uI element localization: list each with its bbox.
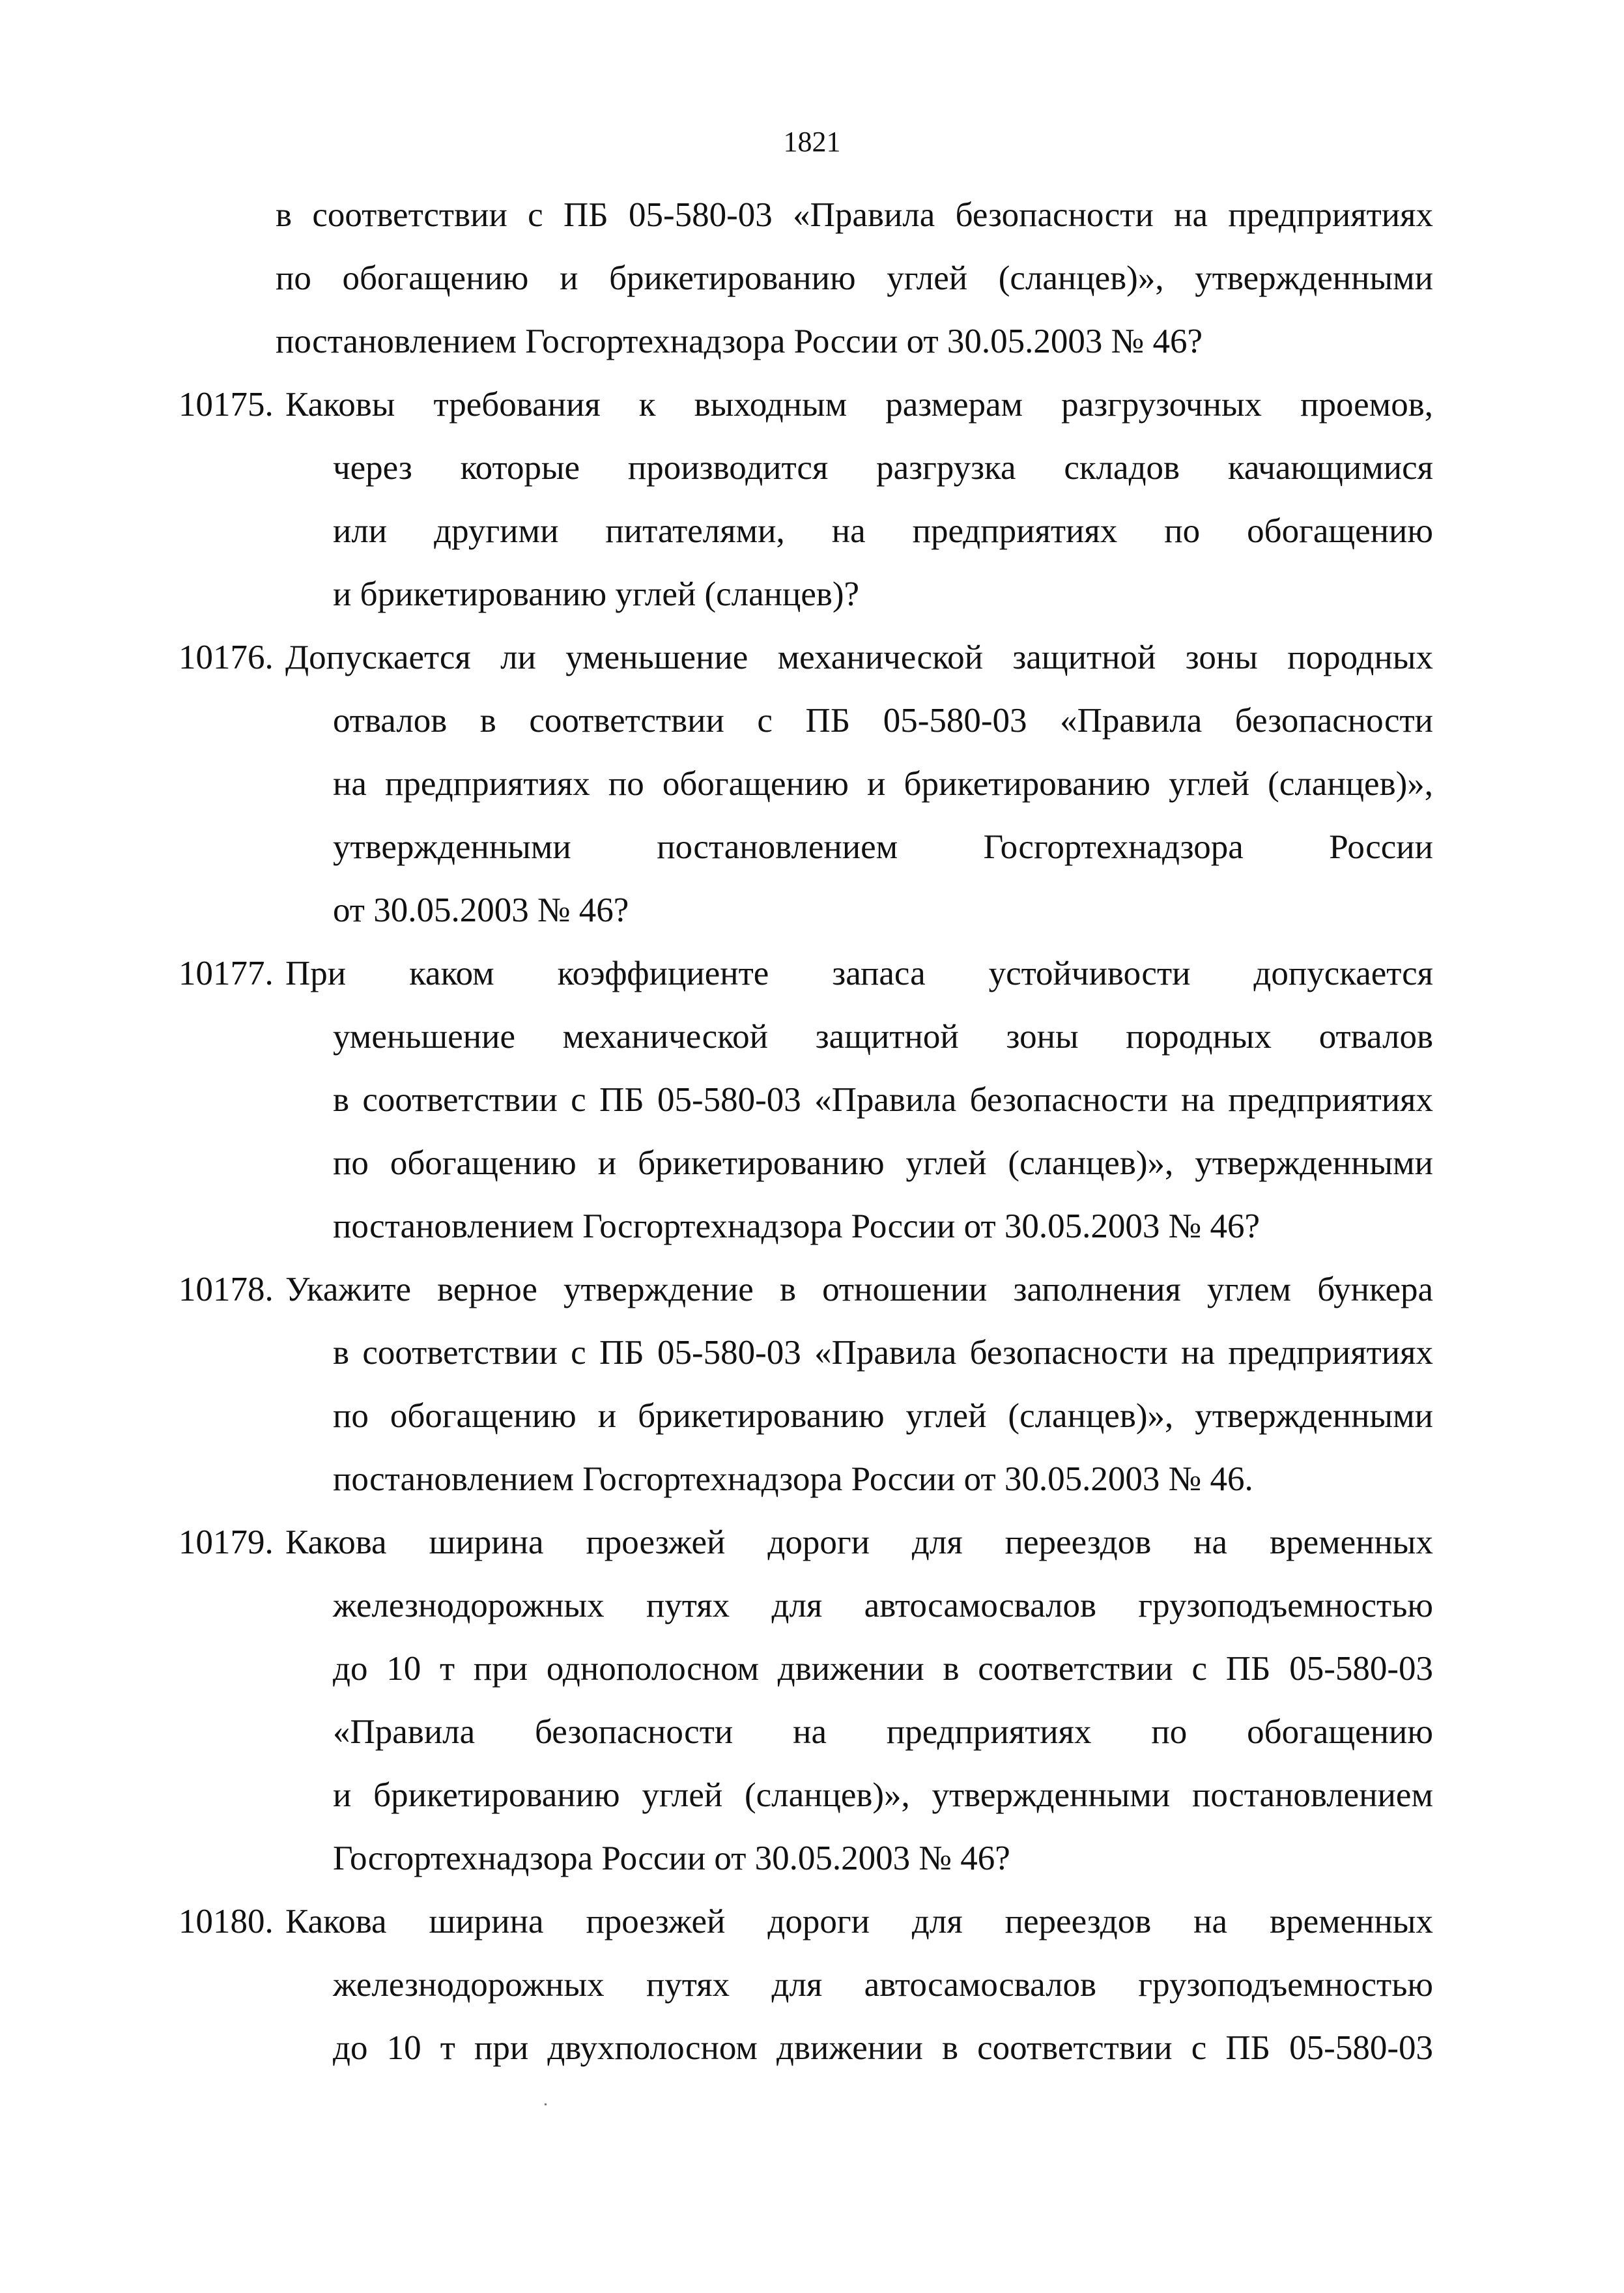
page-number: 1821 xyxy=(783,126,841,158)
question-first-line xyxy=(178,1258,1433,1321)
question-10178 xyxy=(178,1258,1433,1511)
text-line: и брикетированию углей (сланцев)», утвержденными постановлением xyxy=(333,1776,1433,1814)
question-first-line xyxy=(178,373,1433,437)
question-number: 10178. xyxy=(178,1271,274,1308)
question-10179 xyxy=(178,1511,1433,1890)
text-line: в соответствии с ПБ 05-580-03 «Правила безопасности на предприятиях xyxy=(276,196,1433,234)
question-number: 10180. xyxy=(178,1903,274,1940)
text-line: от 30.05.2003 № 46? xyxy=(333,891,629,929)
question-number: 10179. xyxy=(178,1523,274,1561)
text-line: Укажите верное утверждение в отношении заполнения углем бункера xyxy=(285,1271,1433,1308)
text-line: При каком коэффициенте запаса устойчивости допускается xyxy=(285,955,1433,992)
text-line: до 10 т при однополосном движении в соответствии с ПБ 05-580-03 xyxy=(333,1650,1433,1688)
text-line: в соответствии с ПБ 05-580-03 «Правила безопасности на предприятиях xyxy=(333,1081,1433,1119)
text-line: в соответствии с ПБ 05-580-03 «Правила безопасности на предприятиях xyxy=(333,1334,1433,1372)
text-line: через которые производится разгрузка складов качающимися xyxy=(333,449,1433,487)
question-10176 xyxy=(178,626,1433,942)
text-line: до 10 т при двухполосном движении в соответствии с ПБ 05-580-03 xyxy=(333,2029,1433,2067)
text-line: или другими питателями, на предприятиях по обогащению xyxy=(333,512,1433,550)
text-line: по обогащению и брикетированию углей (сланцев)», утвержденными xyxy=(333,1144,1433,1182)
text-line: постановлением Госгортехнадзора России от 30.05.2003 № 46? xyxy=(276,323,1203,360)
text-line: «Правила безопасности на предприятиях по обогащению xyxy=(333,1713,1433,1751)
text-line: утвержденными постановлением Госгортехнадзора России xyxy=(333,828,1433,866)
continuation-paragraph xyxy=(228,184,1433,373)
text-line: железнодорожных путях для автосамосвалов грузоподъемностью xyxy=(333,1966,1433,2004)
text-line: Каковы требования к выходным размерам разгрузочных проемов, xyxy=(285,386,1433,424)
question-number: 10177. xyxy=(178,955,274,992)
question-number: 10176. xyxy=(178,639,274,676)
text-line: и брикетированию углей (сланцев)? xyxy=(333,575,860,613)
text-line: Какова ширина проезжей дороги для переездов на временных xyxy=(285,1903,1433,1940)
text-line: по обогащению и брикетированию углей (сланцев)», утвержденными xyxy=(333,1397,1433,1435)
text-line: железнодорожных путях для автосамосвалов грузоподъемностью xyxy=(333,1587,1433,1624)
question-number: 10175. xyxy=(178,386,274,424)
text-line: по обогащению и брикетированию углей (сланцев)», утвержденными xyxy=(276,259,1433,297)
text-line: постановлением Госгортехнадзора России от 30.05.2003 № 46. xyxy=(333,1460,1253,1498)
text-line: на предприятиях по обогащению и брикетированию углей (сланцев)», xyxy=(333,765,1433,803)
question-10175 xyxy=(178,373,1433,626)
question-10177 xyxy=(178,942,1433,1258)
text-line: отвалов в соответствии с ПБ 05-580-03 «Правила безопасности xyxy=(333,702,1433,740)
text-line: уменьшение механической защитной зоны породных отвалов xyxy=(333,1018,1433,1056)
question-10180 xyxy=(178,1890,1433,2080)
question-first-line xyxy=(178,1890,1433,1954)
page-content xyxy=(178,184,1433,2080)
question-first-line xyxy=(178,626,1433,689)
text-line: Какова ширина проезжей дороги для переездов на временных xyxy=(285,1523,1433,1561)
scan-speck xyxy=(545,2103,547,2105)
text-line: Госгортехнадзора России от 30.05.2003 № 46? xyxy=(333,1839,1010,1877)
text-line: Допускается ли уменьшение механической защитной зоны породных xyxy=(285,639,1433,676)
question-first-line xyxy=(178,1511,1433,1574)
question-first-line xyxy=(178,942,1433,1005)
text-line: постановлением Госгортехнадзора России от 30.05.2003 № 46? xyxy=(333,1207,1260,1245)
